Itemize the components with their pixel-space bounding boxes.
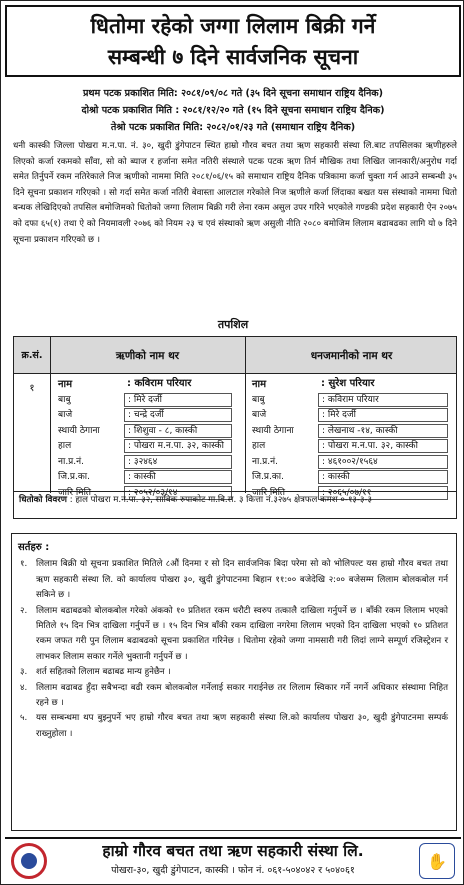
collateral-details (14, 491, 456, 518)
owner-father-label: बाबु (252, 394, 265, 405)
cooperative-seal-icon (11, 843, 47, 879)
details-table (13, 336, 457, 519)
borrower-district-office: : कास्की (124, 470, 232, 484)
hands-emblem-icon: ✋ (419, 843, 455, 879)
column-divider (50, 337, 51, 493)
owner-father: : कविराम परियार (318, 393, 448, 407)
term-item (18, 557, 448, 603)
publication-dates (1, 85, 464, 136)
term-item (18, 681, 448, 712)
borrower-district-office-label: जि.प्र.का. (58, 472, 90, 482)
title-line-2: सम्बन्धी ७ दिने सार्वजनिक सूचना (107, 45, 359, 69)
tapasil-heading: तपशिल (217, 318, 249, 331)
header-sn: क्र.सं. (21, 350, 43, 361)
owner-current-address: : पोखरा म.न.पा. ३२, कास्की (318, 439, 448, 453)
term-number: ५. (20, 713, 28, 724)
owner-issue-date-label: जारि मिति (252, 487, 286, 498)
owner-grandfather-label: बाजे (252, 410, 267, 420)
term-text: लिलाम बढाबढ हुँदा सबैभन्दा बढी रकम बोलकबोल गर्नेलाई सकार गराईनेछ तर लिलाम स्विकार गर्ने नगर्ने अधिकार संस्थामा निहित रहने छ । (36, 682, 448, 709)
term-text: लिलाम बिक्री यो सूचना प्रकाशित मितिले ८औं दिनमा र सो दिन सार्वजनिक बिदा परेमा सो को भोलिपल्ट यस हाम्रो गौरव बचत तथा ऋण सहकारी संस्था लि. को कार्यालय पोखरा ३०, खुदी डुंगेपाटनमा बिहान ११:०० बजेदेखि २:०० बजेसम्म लिलाम बोलकबोल गर्न सकिने छ । (36, 559, 448, 601)
owner-issue-date: : २०६५/०७/११ (318, 486, 448, 500)
header-borrower: ऋणीको नाम थर (115, 349, 180, 362)
term-text: शर्त सहितको लिलाम बढाबढ मान्य हुनेछैन । (36, 667, 171, 678)
owner-permanent-address: : लेखनाथ -१४, कास्की (318, 424, 448, 438)
title-line-1: धितोमा रहेको जग्गा लिलाम बिक्री गर्ने (90, 14, 376, 38)
borrower-name: : कविराम परियार (127, 378, 192, 389)
borrower-issue-date-label: जारि मिति (58, 487, 92, 498)
borrower-father-label: बाबु (58, 394, 71, 405)
collateral-text: : हाल पोखरा म.न.पा. ३२, साविक रुपाकोट गा.वि.स. ३ कित्ता नं.३२७५ क्षेत्रफल कमश ०-१३-३-३ (69, 495, 373, 505)
owner-details (252, 377, 448, 501)
term-item (18, 665, 448, 680)
borrower-issue-date: : २०५२/०३/१४ (124, 486, 232, 500)
publication-first: प्रथम पटक प्रकाशित मिति: २०८१/०९/०८ गते (३५ दिने सूचना समाधान राष्ट्रिय दैनिक) (82, 88, 384, 99)
owner-permanent-address-label: स्थायी ठेगाना (252, 425, 294, 436)
borrower-father: : मिरे दर्जी (124, 393, 232, 407)
intro-paragraph: धनी कास्की जिल्ला पोखरा म.न.पा. नं. ३०, खुदी डुंगेपाटन स्थित हाम्रो गौरव बचत तथा ऋण सहकारी संस्था लि.बाट तपसिलका ऋणीहरुले लिएको कर्जा रकमको साँवा, सो को ब्याज र हर्जाना समेत नतिरी संस्थाले पटक पटक ऋण तिर्न मौखिक तथा लिखित जानकारी/अनुरोध गर्दा समेत तिर्नुपर्ने रकम नतिरेकाले निज ऋणीको नाममा मिति २०८१/०६/१५ को समाधान राष्ट्रिय दैनिक पत्रिकामा कर्जा चुक्ता गर्न आउने सम्बन्धी ३५ दिने सूचना प्रकाशन गरिएको । सो गर्दा समेत कर्जा नतिरी बेवास्ता आलटाल गरेकोले निज ऋणीले कर्जा लिंदाका बखत यस संस्थाको नाममा धितो बन्धक लेखिदिएको तपसिल बमोजिमको धितोको जग्गा लिलाम बिक्री गरी लेना रकम असुल उपर गरिने भएकोले गण्डकी प्रदेश सहकारी ऐन २०७५ को दफा ६५(१) तथा ऐ को नियमावली २०७६ को नियम २३ च एवं संस्थाको ऋण असुली नीति २०८० बमोजिम लिलाम बढाबढका लागि यो ७ दिने सूचना प्रकाशन गरिएको छ । (13, 141, 457, 245)
borrower-name-label: नाम (58, 379, 73, 390)
borrower-current-address-label: हाल (58, 441, 72, 451)
terms-box (11, 533, 457, 831)
owner-name-label: नाम (252, 379, 267, 390)
owner-grandfather: : मिरे दर्जी (318, 408, 448, 422)
organization-name: हाम्रो गौरव बचत तथा ऋण सहकारी संस्था लि. (102, 842, 364, 860)
title-box (5, 5, 461, 77)
publication-third: तेश्रो पटक प्रकाशित मिति: २०८२/०१/२३ गते (समाधान राष्ट्रिय दैनिक) (110, 122, 356, 133)
collateral-label: धितोको विवरण (19, 495, 67, 505)
borrower-citizenship: : ३२४६४ (124, 455, 232, 469)
row-serial: १ (29, 383, 35, 394)
owner-district-office-label: जि.प्र.का. (252, 472, 284, 482)
table-header (14, 337, 456, 374)
borrower-permanent-address: : शिशुवा - ८, कास्की (124, 424, 232, 438)
term-text: लिलाम बढाबढको बोलकबोल गरेको अंकको १० प्रतिशत रकम धरौटी स्वरुप तत्कालै दाखिला गर्नुपर्ने छ । बाँकी रकम लिलाम भएको मितिले १५ दिन भित्र दाखिला गर्नुपर्ने छ । १५ दिन भित्र बाँकी रकम दाखिला नगरेमा लिलाम भएको दिन दाखिला भएको १० प्रतिशत रकम जफत गरी पुन लिलाम बढाबढको सूचना प्रकाशित गरिनेछ । धितोमा रहेको जग्गा नामसारी गरी लिदां लाग्ने सम्पूर्ण रजिस्ट्रेशन र लाभकर लिलाम सकार गर्नेले भुक्तानी गर्नुपर्ने छ । (36, 605, 448, 662)
owner-current-address-label: हाल (252, 441, 266, 451)
term-text: यस सम्बन्धमा थप बुझ्नुपर्ने भए हाम्रो गौरव बचत तथा ऋण सहकारी संस्था लि.को कार्यालय पोखरा ३०, खुदी डुंगेपाटनमा सम्पर्क राख्नुहोला । (36, 713, 448, 739)
owner-citizenship-label: ना.प्र.नं. (252, 456, 279, 467)
organization-contact: पोखरा-३०, खुदी डुंगेपाटन, कास्की । फोन नं. ०६१-५०४०४२ र ५०४०६१ (111, 865, 355, 876)
term-item (18, 604, 448, 666)
borrower-grandfather: : चन्द्रे दर्जी (124, 408, 232, 422)
owner-citizenship: : ४६१००२/१५६४ (318, 455, 448, 469)
borrower-current-address: : पोखरा म.न.पा. ३२, कास्की (124, 439, 232, 453)
borrower-permanent-address-label: स्थायी ठेगाना (58, 425, 100, 436)
footer (5, 837, 461, 881)
term-number: ४. (20, 682, 28, 693)
owner-name: : सुरेश परियार (321, 378, 375, 389)
column-divider (245, 337, 246, 493)
term-number: २. (20, 605, 28, 616)
borrower-grandfather-label: बाजे (58, 410, 73, 420)
term-number: १. (20, 559, 28, 570)
term-item (18, 711, 448, 742)
borrower-citizenship-label: ना.प्र.नं. (58, 456, 85, 467)
term-number: ३. (20, 667, 28, 678)
header-owner: धनजमानीको नाम थर (310, 349, 393, 362)
owner-district-office: : कास्की (318, 470, 448, 484)
borrower-details (58, 377, 232, 501)
terms-title: सर्तहरु : (18, 542, 50, 553)
publication-second: दोश्रो पटक प्रकाशित मिति : २०८१/१२/२० गते (१५ दिने सूचना समाधान राष्ट्रिय दैनिक) (81, 105, 385, 116)
